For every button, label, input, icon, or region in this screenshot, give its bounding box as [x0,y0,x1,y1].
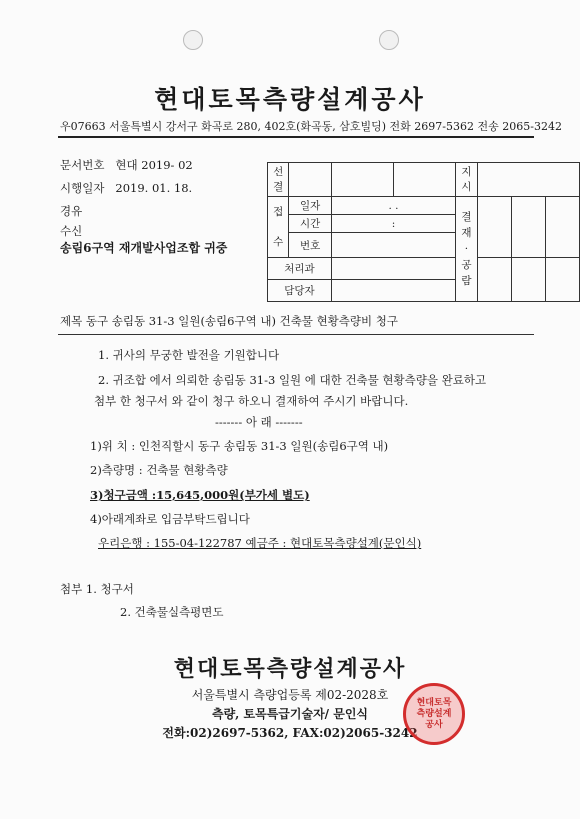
doc-number: 문서번호 현대 2019- 02 [60,158,193,172]
body-p1: 1. 귀사의 무궁한 발전을 기원합니다 [98,348,280,362]
body-p2a: 2. 귀조합 에서 의뢰한 송림동 31-3 일원 에 대한 건축물 현황측량을 완료하고 [98,373,487,387]
bank-account: 우리은행 : 155-04-122787 예금주 : 현대토목측량설계(문인식) [98,536,422,550]
punch-hole-right [379,30,399,50]
approval-gyeoljae-gongram: 결 재 · 공 람 [456,197,477,302]
to-label: 수신 [60,224,83,238]
person-label: 담당자 [268,280,332,302]
approval-seon-gyeol: 선 결 [268,163,289,197]
approval-jisi: 지 시 [456,163,477,197]
date-value: . . [331,197,455,215]
item-survey-name: 2)측량명 : 건축물 현황측량 [90,463,228,477]
time-value: : [331,215,455,233]
item-amount: 3)청구금액 :15,645,000원(부가세 별도) [90,488,310,502]
signature-title: 측량, 토목특급기술자/ 문인식 [211,707,369,721]
signature-registration: 서울특별시 측량업등록 제02-2028호 [191,688,389,702]
signature-contact: 전화:02)2697-5362, FAX:02)2065-3242 [162,726,418,740]
number-label: 번호 [289,233,331,258]
issue-date: 시행일자 2019. 01. 18. [60,181,193,195]
time-label: 시간 [289,215,331,233]
signature-company: 현대토목측량설계공사 [173,656,407,682]
recipient: 송림6구역 재개발사업조합 귀중 [60,241,228,255]
punch-hole-left [183,30,203,50]
subject-divider [58,334,534,335]
date-label: 일자 [289,197,331,215]
header-divider [58,136,534,138]
process-label: 처리과 [268,258,332,280]
company-title: 현대토목측량설계공사 [154,85,426,114]
company-address: 우07663 서울특별시 강서구 화곡로 280, 402호(화곡동, 삼호빌딩) 전화 2697-5362 전송 2065-3242 [60,120,562,133]
via-label: 경유 [60,204,83,218]
seal-text: 현대토목측량설계공사 [416,697,452,730]
item-location: 1)위 치 : 인천직할시 동구 송림동 31-3 일원(송림6구역 내) [90,439,389,453]
item-account-request: 4)아래계좌로 입금부탁드립니다 [90,512,250,526]
company-seal [403,683,465,745]
subject-line: 제목 동구 송림동 31-3 일원(송림6구역 내) 건축물 현황측량비 청구 [60,314,398,328]
approval-table [267,162,580,302]
approval-jeopsu: 접 수 [268,197,289,258]
attachment-1: 첨부 1. 청구서 [60,582,134,596]
body-separator: ------- 아 래 ------- [215,415,303,429]
body-p2b: 첨부 한 청구서 와 같이 청구 하오니 결재하여 주시기 바랍니다. [94,394,409,408]
attachment-2: 2. 건축물실측평면도 [120,605,224,619]
